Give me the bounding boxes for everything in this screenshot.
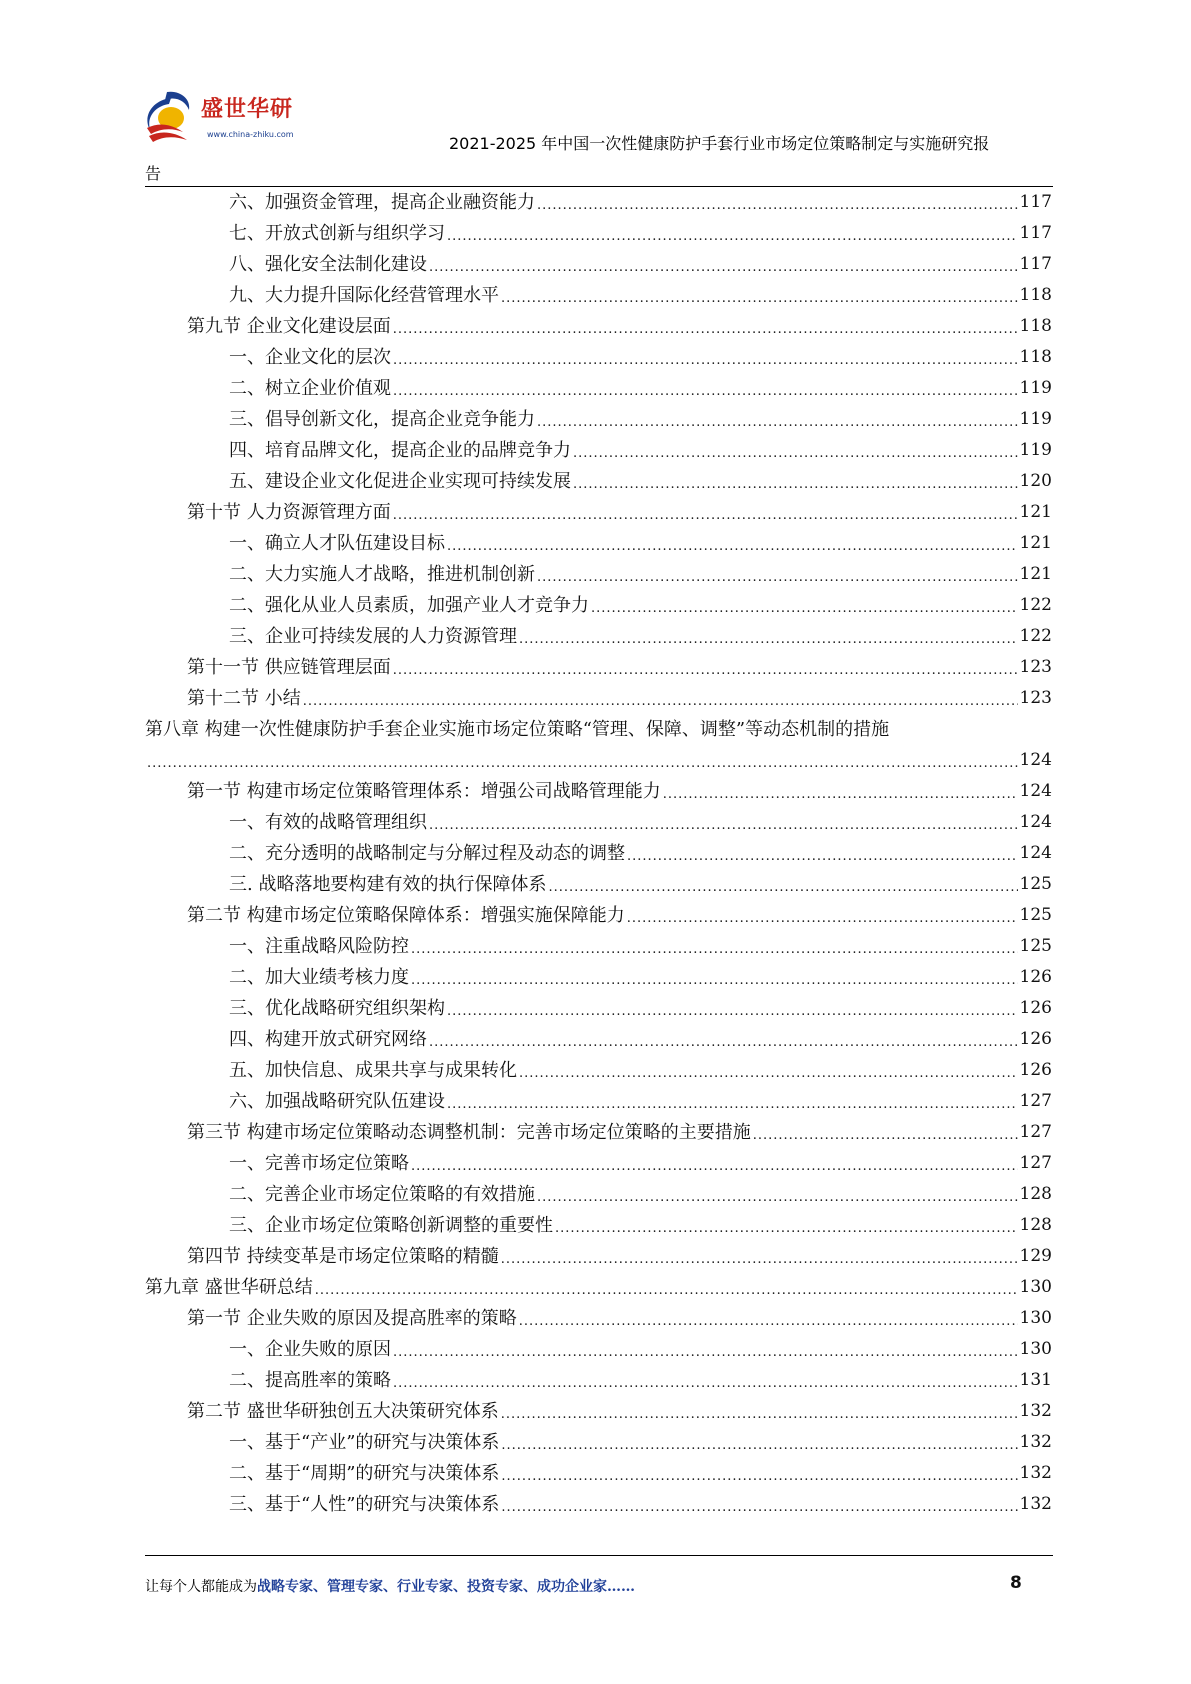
toc-leader-dots: [591, 593, 1018, 624]
footer-slogan-prefix: 让每个人都能成为: [145, 1579, 257, 1595]
toc-entry-page: 121: [1019, 502, 1052, 522]
toc-entry[interactable]: [145, 559, 1052, 590]
toc-entry[interactable]: [145, 1210, 1052, 1241]
toc-entry-title: 第三节 构建市场定位策略动态调整机制：完善市场定位策略的主要措施: [187, 1122, 751, 1143]
toc-entry[interactable]: [145, 497, 1052, 528]
toc-entry-title: 七、开放式创新与组织学习: [229, 223, 445, 244]
toc-entry-title: 二、加大业绩考核力度: [229, 967, 409, 988]
toc-entry-page: 131: [1019, 1370, 1052, 1390]
report-title: 2021-2025 年中国一次性健康防护手套行业市场定位策略制定与实施研究报: [449, 134, 990, 153]
toc-leader-dots: [501, 1430, 1017, 1461]
footer-slogan: [145, 1576, 635, 1596]
toc-entry[interactable]: [145, 1334, 1052, 1365]
toc-leader-dots: [393, 376, 1018, 407]
toc-leader-dots: [447, 996, 1018, 1027]
toc-entry-title: 二、强化从业人员素质，加强产业人才竞争力: [229, 595, 589, 616]
brand-name: 盛世华研: [201, 97, 294, 122]
toc-entry-title: 第一节 企业失败的原因及提高胜率的策略: [187, 1308, 517, 1329]
toc-entry-page: 123: [1019, 657, 1052, 677]
toc-entry-page: 127: [1019, 1153, 1052, 1173]
toc-entry[interactable]: [145, 218, 1052, 249]
toc-entry-page: 118: [1019, 347, 1052, 367]
toc-entry-title: 二、充分透明的战略制定与分解过程及动态的调整: [229, 843, 625, 864]
toc-entry-title: 一、有效的战略管理组织: [229, 812, 427, 833]
toc-entry-title: 一、企业失败的原因: [229, 1339, 391, 1360]
toc-entry[interactable]: [145, 683, 1052, 714]
toc-entry-page: 129: [1019, 1246, 1052, 1266]
toc-leader-dots: [627, 903, 1018, 934]
toc-entry[interactable]: [145, 1086, 1052, 1117]
toc-entry-page: 126: [1019, 1029, 1052, 1049]
toc-leader-dots: [519, 624, 1018, 655]
toc-entry[interactable]: [145, 962, 1052, 993]
toc-entry-page: 127: [1019, 1122, 1052, 1142]
toc-leader-dots: [393, 345, 1018, 376]
toc-leader-dots: [627, 841, 1018, 872]
toc-entry[interactable]: [145, 590, 1052, 621]
toc-entry-title: 三、企业市场定位策略创新调整的重要性: [229, 1215, 553, 1236]
toc-leader-dots: [393, 655, 1018, 686]
toc-entry[interactable]: [145, 869, 1052, 900]
toc-leader-dots: [393, 1337, 1018, 1368]
toc-entry[interactable]: [145, 900, 1052, 931]
toc-entry-title: 四、培育品牌文化，提高企业的品牌竞争力: [229, 440, 571, 461]
toc-entry-page: 125: [1019, 936, 1052, 956]
toc-entry-title: 三. 战略落地要构建有效的执行保障体系: [229, 874, 547, 895]
toc-entry-page: 128: [1019, 1215, 1052, 1235]
toc-leader-dots: [393, 500, 1018, 531]
toc-leader-dots: [393, 314, 1018, 345]
toc-entry[interactable]: [145, 745, 1052, 776]
toc-leader-dots: [411, 1151, 1018, 1182]
toc-entry-page: 120: [1019, 471, 1052, 491]
toc-entry-title: 第九节 企业文化建设层面: [187, 316, 391, 337]
toc-entry-page: 119: [1019, 378, 1052, 398]
toc-leader-dots: [429, 810, 1018, 841]
toc-entry-page: 117: [1019, 223, 1052, 243]
toc-leader-dots: [429, 1027, 1018, 1058]
toc-entry-page: 130: [1019, 1308, 1052, 1328]
toc-entry-title: 二、提高胜率的策略: [229, 1370, 391, 1391]
toc-entry-page: 132: [1019, 1401, 1052, 1421]
toc-entry-page: 117: [1019, 254, 1052, 274]
toc-entry-title: 一、基于“产业”的研究与决策体系: [229, 1432, 500, 1453]
toc-leader-dots: [501, 1461, 1017, 1492]
toc-entry[interactable]: [145, 187, 1052, 218]
toc-entry-page: 117: [1019, 192, 1052, 212]
toc-entry[interactable]: [145, 714, 1052, 745]
toc-leader-dots: [429, 252, 1018, 283]
toc-leader-dots: [501, 1492, 1017, 1523]
toc-entry-title: 第八章 构建一次性健康防护手套企业实施市场定位策略“管理、保障、调整”等动态机制的措施: [145, 719, 890, 740]
toc-entry[interactable]: [145, 404, 1052, 435]
toc-leader-dots: [537, 562, 1018, 593]
toc-entry-page: 132: [1019, 1494, 1052, 1514]
toc-entry-title: 三、企业可持续发展的人力资源管理: [229, 626, 517, 647]
toc-entry-page: 128: [1019, 1184, 1052, 1204]
toc-entry-title: 八、强化安全法制化建设: [229, 254, 427, 275]
toc-entry-page: 127: [1019, 1091, 1052, 1111]
toc-entry-page: 124: [1019, 843, 1052, 863]
toc-entry-title: 第二节 盛世华研独创五大决策研究体系: [187, 1401, 499, 1422]
toc-entry-title: 四、构建开放式研究网络: [229, 1029, 427, 1050]
toc-entry-title: 二、基于“周期”的研究与决策体系: [229, 1463, 500, 1484]
toc-entry-title: 六、加强战略研究队伍建设: [229, 1091, 445, 1112]
toc-leader-dots: [303, 686, 1018, 717]
toc-entry-page: 124: [1019, 750, 1052, 770]
toc-entry-title: 第二节 构建市场定位策略保障体系：增强实施保障能力: [187, 905, 625, 926]
toc-entry-title: 六、加强资金管理，提高企业融资能力: [229, 192, 535, 213]
toc-leader-dots: [537, 190, 1018, 221]
toc-entry-page: 126: [1019, 998, 1052, 1018]
toc-entry-page: 126: [1019, 967, 1052, 987]
toc-entry-title: 三、优化战略研究组织架构: [229, 998, 445, 1019]
toc-leader-dots: [573, 469, 1018, 500]
toc-leader-dots: [393, 1368, 1018, 1399]
toc-entry[interactable]: [145, 1055, 1052, 1086]
toc-leader-dots: [537, 1182, 1018, 1213]
toc-entry[interactable]: [145, 838, 1052, 869]
toc-leader-dots: [519, 1306, 1018, 1337]
toc-leader-dots: [315, 1275, 1018, 1306]
toc-leader-dots: [501, 283, 1018, 314]
toc-entry[interactable]: [145, 1489, 1052, 1520]
toc-entry-title: 九、大力提升国际化经营管理水平: [229, 285, 499, 306]
toc-leader-dots: [147, 748, 1018, 779]
toc-entry-title: 一、注重战略风险防控: [229, 936, 409, 957]
toc-entry-page: 125: [1019, 905, 1052, 925]
toc-entry-page: 130: [1019, 1277, 1052, 1297]
toc-leader-dots: [548, 872, 1017, 903]
toc-entry-title: 第一节 构建市场定位策略管理体系：增强公司战略管理能力: [187, 781, 661, 802]
toc-entry[interactable]: [145, 435, 1052, 466]
toc-leader-dots: [501, 1399, 1018, 1430]
toc-leader-dots: [573, 438, 1018, 469]
toc-entry-page: 118: [1019, 285, 1052, 305]
toc-entry-title: 第四节 持续变革是市场定位策略的精髓: [187, 1246, 499, 1267]
toc-entry-page: 118: [1019, 316, 1052, 336]
toc-entry[interactable]: [145, 993, 1052, 1024]
toc-entry-page: 121: [1019, 564, 1052, 584]
toc-entry[interactable]: [145, 1427, 1052, 1458]
toc-entry-title: 一、企业文化的层次: [229, 347, 391, 368]
toc-leader-dots: [537, 407, 1018, 438]
toc-entry-title: 二、完善企业市场定位策略的有效措施: [229, 1184, 535, 1205]
toc-entry[interactable]: [145, 1117, 1052, 1148]
toc-entry-title: 三、基于“人性”的研究与决策体系: [229, 1494, 500, 1515]
toc-entry-page: 122: [1019, 626, 1052, 646]
toc-entry-page: 123: [1019, 688, 1052, 708]
table-of-contents: [145, 187, 1052, 1520]
toc-entry[interactable]: [145, 249, 1052, 280]
toc-entry[interactable]: [145, 1148, 1052, 1179]
toc-entry-page: 132: [1019, 1463, 1052, 1483]
toc-leader-dots: [519, 1058, 1018, 1089]
toc-entry[interactable]: [145, 280, 1052, 311]
toc-leader-dots: [753, 1120, 1018, 1151]
toc-entry-page: 132: [1019, 1432, 1052, 1452]
toc-entry[interactable]: [145, 1365, 1052, 1396]
toc-entry-title: 一、确立人才队伍建设目标: [229, 533, 445, 554]
toc-leader-dots: [411, 934, 1018, 965]
toc-leader-dots: [447, 531, 1018, 562]
toc-entry-title: 二、树立企业价值观: [229, 378, 391, 399]
toc-entry-page: 119: [1019, 409, 1052, 429]
toc-entry-page: 124: [1019, 781, 1052, 801]
toc-leader-dots: [663, 779, 1018, 810]
toc-entry-page: 119: [1019, 440, 1052, 460]
toc-entry-title: 三、倡导创新文化，提高企业竞争能力: [229, 409, 535, 430]
toc-entry[interactable]: [145, 1179, 1052, 1210]
toc-entry[interactable]: [145, 528, 1052, 559]
toc-entry-title: 第九章 盛世华研总结: [145, 1277, 313, 1298]
toc-entry[interactable]: [145, 1272, 1052, 1303]
toc-entry-page: 130: [1019, 1339, 1052, 1359]
toc-entry[interactable]: [145, 1458, 1052, 1489]
toc-leader-dots: [501, 1244, 1018, 1275]
toc-entry-title: 五、建设企业文化促进企业实现可持续发展: [229, 471, 571, 492]
toc-entry-page: 126: [1019, 1060, 1052, 1080]
page-number: 8: [1010, 1573, 1022, 1593]
toc-entry-page: 125: [1019, 874, 1052, 894]
report-title-continuation: 告: [145, 164, 162, 183]
footer-slogan-highlight: 战略专家、管理专家、行业专家、投资专家、成功企业家……: [257, 1579, 635, 1595]
toc-entry[interactable]: [145, 807, 1052, 838]
toc-entry[interactable]: [145, 1024, 1052, 1055]
toc-entry[interactable]: [145, 621, 1052, 652]
footer-divider: [145, 1555, 1053, 1556]
toc-entry[interactable]: [145, 652, 1052, 683]
toc-leader-dots: [447, 221, 1018, 252]
toc-leader-dots: [555, 1213, 1018, 1244]
toc-entry[interactable]: [145, 1303, 1052, 1334]
toc-entry-title: 五、加快信息、成果共享与成果转化: [229, 1060, 517, 1081]
toc-entry[interactable]: [145, 373, 1052, 404]
toc-entry-title: 第十一节 供应链管理层面: [187, 657, 391, 678]
toc-entry[interactable]: [145, 342, 1052, 373]
toc-leader-dots: [447, 1089, 1018, 1120]
toc-entry[interactable]: [145, 311, 1052, 342]
brand-url: www.china-zhiku.com: [207, 130, 294, 139]
toc-entry-title: 一、完善市场定位策略: [229, 1153, 409, 1174]
toc-entry[interactable]: [145, 931, 1052, 962]
toc-entry-page: 124: [1019, 812, 1052, 832]
toc-entry[interactable]: [145, 776, 1052, 807]
toc-entry[interactable]: [145, 1241, 1052, 1272]
toc-entry-title: 第十节 人力资源管理方面: [187, 502, 391, 523]
toc-entry-title: 第十二节 小结: [187, 688, 301, 709]
toc-entry-page: 121: [1019, 533, 1052, 553]
toc-entry-page: 122: [1019, 595, 1052, 615]
toc-leader-dots: [411, 965, 1018, 996]
toc-entry-title: 二、大力实施人才战略，推进机制创新: [229, 564, 535, 585]
toc-entry[interactable]: [145, 1396, 1052, 1427]
toc-entry[interactable]: [145, 466, 1052, 497]
